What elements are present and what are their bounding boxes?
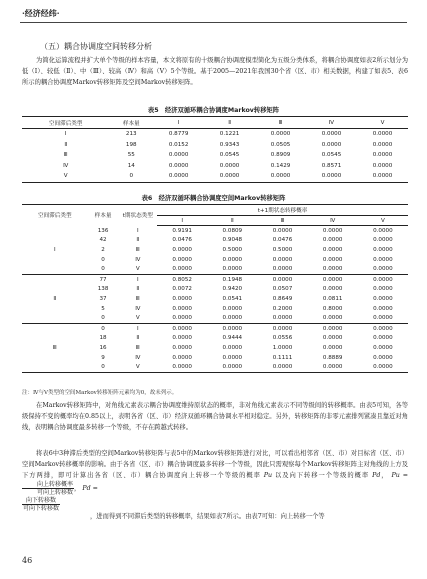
table6-cell: 37 [99, 295, 107, 302]
table5-row [22, 140, 408, 151]
table6-cell: Ⅲ [135, 344, 140, 351]
table6-cell: Ⅳ [135, 354, 141, 361]
table6-cell: 0.0000 [222, 325, 243, 332]
var-pu: Pu [263, 472, 273, 479]
table6-cell: 0.0000 [322, 227, 343, 234]
table6-cell: 0.0000 [172, 256, 192, 263]
table5-header-cell: Ⅴ [357, 117, 408, 129]
table5-row [22, 150, 408, 161]
table6-cell: 0 [88, 264, 119, 274]
table6-row [22, 323, 408, 333]
paragraph-3-text-b: 以及向下转移一个等级的概率 [275, 472, 370, 479]
table6-cell: 0.0000 [222, 354, 243, 361]
table6-cell: 0.0000 [308, 264, 358, 274]
table6-lag-cell: Ⅰ [22, 226, 88, 275]
table6-cell: 0.1111 [272, 354, 293, 361]
table5-cell: 0.0000 [372, 152, 393, 159]
table6-cell: 0.0000 [322, 325, 343, 332]
table5-row [22, 129, 408, 140]
table5-cell: 0.0000 [372, 141, 393, 148]
table6-cell: 0.0000 [222, 256, 243, 263]
table5-cell: 0.0545 [219, 152, 240, 159]
table5-cell: 0.0000 [372, 162, 393, 169]
table6-cell: 0.0000 [373, 256, 393, 263]
table6-cell: 0.0000 [157, 264, 207, 274]
table5-cell: 0.0505 [270, 141, 291, 148]
table6-cell: 0.8649 [272, 295, 293, 302]
table6-cell: Ⅳ [135, 305, 141, 312]
table6-cell: 0.0000 [257, 313, 307, 323]
eq2-fraction-line [22, 497, 60, 512]
header-divider [20, 22, 407, 23]
table5-cell: 0.9343 [219, 141, 240, 148]
table5-cell: 0.0000 [306, 171, 357, 182]
table5-cell: 0.8779 [168, 131, 189, 138]
table6-cell: 0.0556 [272, 335, 293, 342]
table6-cell: 0.0000 [373, 227, 393, 234]
table6-cell: 0.0000 [172, 344, 192, 351]
table6-cell: 0.0000 [207, 362, 257, 372]
table5-row [22, 171, 408, 182]
table6-lag-cell: Ⅲ [22, 323, 88, 372]
table6-cell: Ⅱ [136, 237, 140, 244]
table6-cell: 0.8000 [322, 305, 343, 312]
table6-cell: Ⅳ [135, 256, 141, 263]
table6-cell: 0.0000 [172, 335, 192, 342]
table5-cell: 0.8909 [270, 152, 291, 159]
table6-cell: 0.0000 [172, 354, 192, 361]
var-pd: Pd [372, 472, 381, 479]
table6-cell: 0.0000 [373, 335, 393, 342]
page-number: 46 [22, 556, 33, 565]
table5-cell: 0.0000 [255, 171, 306, 182]
table6-header-lag: 空间滞后类型 [22, 205, 88, 226]
table6-cell: 0.0000 [257, 264, 307, 274]
table6-cell: 0.0000 [373, 286, 393, 293]
table6-cell: 0.0000 [373, 325, 393, 332]
table6-cell: 0.1948 [222, 276, 243, 283]
journal-header: ·经济经纬· [22, 8, 60, 18]
table6-caption: 表6 经济双循环耦合协调度空间Markov转移矩阵 [141, 195, 286, 202]
table5-header-cell: Ⅲ [255, 117, 306, 129]
table6-cell: Ⅴ [118, 264, 157, 274]
table6-cell: 0.0000 [373, 305, 393, 312]
table5-row [22, 161, 408, 172]
table6-cell: 77 [99, 276, 107, 283]
table6-cell: 0.0000 [207, 313, 257, 323]
table6-cell: 1.0000 [272, 344, 293, 351]
table5-cell: 0.0152 [168, 141, 189, 148]
table5-caption: 表5 经济双循环耦合协调度Markov转移矩阵 [147, 107, 280, 114]
table6-cell: 0.0000 [322, 246, 343, 253]
paragraph-3-text-a: 将表6中3种滞后类型的空间Markov转移矩阵与表5中的Markov转移矩阵进行对比，可以看出相邻省（区、市）对目标省（区、市）空间Markov转移概率的影响。由于各省（区、市）耦合协调度最多转移一个等级，因此只需观察每个Markov转移矩阵主对角线的上方及下方两排，即可计算出各省（区、市）耦合协调度向上转移一个等级的概率 [22, 450, 408, 479]
eq1-fraction [22, 481, 74, 496]
section-title: （五）耦合协调度空间转移分析 [40, 42, 152, 51]
table6-cell: 0.8052 [172, 276, 192, 283]
table6 [22, 204, 408, 373]
eq2-lhs: Pd = [82, 485, 98, 492]
table5-cell: 0.0000 [153, 171, 204, 182]
paragraph-2: 在Markov转移矩阵中，对角线元素表示耦合协调度维持原状态的概率，非对角线元素表示不同等级间的转移概率。由表5可知，各等级保持不变的概率均在0.85以上，表明各省（区、市）经济双循环耦合协调水平相对稳定。另外，转移矩阵的非零元素排列紧凑且靠近对角线，表明耦合协调度最多转移一个等级，不存在跨越式转移。 [22, 402, 408, 431]
table5-cell: 0.0000 [204, 171, 255, 182]
table6-cell: 16 [99, 344, 107, 351]
table5-cell: Ⅳ [63, 162, 69, 169]
table6-cell: 0.0000 [322, 237, 343, 244]
table6-cell: 0.5000 [272, 246, 293, 253]
table6-header-state: t期状态类型 [118, 205, 157, 226]
table6-cell: 0.0000 [373, 344, 393, 351]
table6-cell: 0.0000 [172, 325, 192, 332]
table5-header-cell: 样本量 [109, 117, 153, 129]
table6-cell: Ⅴ [118, 313, 157, 323]
table6-cell: 0.0507 [272, 286, 293, 293]
table6-cell: 0 [101, 325, 105, 332]
table6-cell: 138 [97, 286, 109, 293]
table6-cell: 0.0000 [358, 264, 408, 274]
eq2-fraction [22, 497, 60, 512]
table5-cell: 14 [127, 162, 135, 169]
table5 [22, 116, 408, 183]
table6-cell: 0.0000 [322, 344, 343, 351]
table5-cell: 0.0000 [372, 131, 393, 138]
table6-cell: 0.0000 [322, 335, 343, 342]
table6-cell: Ⅰ [136, 276, 139, 283]
eq2-numerator: 向下转移数 [22, 497, 60, 505]
table6-cell: 0.9444 [222, 335, 243, 342]
table6-cell: 42 [99, 237, 107, 244]
table5-cell: Ⅰ [64, 131, 67, 138]
table6-subheader-cell: Ⅲ [257, 216, 307, 226]
table6-cell: Ⅱ [136, 286, 140, 293]
table6-cell: 0 [101, 256, 105, 263]
table6-cell: 0.0000 [322, 276, 343, 283]
table6-cell: 0.0000 [257, 362, 307, 372]
table6-cell: Ⅰ [136, 325, 139, 332]
table5-header-cell: 空间滞后类型 [22, 117, 109, 129]
table6-cell: 0.0000 [358, 313, 408, 323]
table5-cell: 0.1221 [219, 131, 240, 138]
table6-cell: 0.0000 [222, 305, 243, 312]
table5-header-cell: Ⅰ [153, 117, 204, 129]
eq1-denominator: 可向上转移数 [37, 489, 74, 496]
table6-row [22, 226, 408, 236]
table6-subheader-cell: Ⅰ [157, 216, 207, 226]
table6-cell: 0.2000 [272, 305, 293, 312]
table6-cell: 0 [88, 362, 119, 372]
table6-cell: Ⅲ [135, 246, 140, 253]
table6-cell: 0 [88, 313, 119, 323]
table6-subheader-cell: Ⅱ [207, 216, 257, 226]
table5-cell: Ⅴ [22, 171, 109, 182]
table6-cell: 0.0000 [172, 246, 192, 253]
table6-body [22, 226, 408, 373]
table5-cell: 0.0545 [321, 152, 342, 159]
table6-subheader-cell: Ⅴ [358, 216, 408, 226]
table6-cell: 0.0000 [373, 237, 393, 244]
paragraph-3: 将表6中3种滞后类型的空间Markov转移矩阵与表5中的Markov转移矩阵进行对比，可以看出相邻省（区、市）对目标省（区、市）空间Markov转移概率的影响。由于各省（区、市）耦合协调度最多转移一个等级，因此只需观察每个Markov转移矩阵主对角线的上方及下方两排，即可计算出各省（区、市）耦合协调度向上转移一个等级的概率 Pu 以及向下转移一个等级的概率 Pd， Pu = $\frac{\text{向上转移概率}}{\text{可向上转移数}}$ ， Pd = [22, 450, 408, 496]
table6-cell: 0.0476 [272, 237, 293, 244]
table5-cell: 0.0000 [357, 171, 408, 182]
table6-cell: 0.0000 [322, 256, 343, 263]
table6-cell: 0.0476 [172, 237, 192, 244]
table5-cell: 0.0000 [219, 162, 240, 169]
table5-cell: 0.0000 [168, 162, 189, 169]
table6-note: 注：Ⅳ与Ⅴ类型的空间Markov转移矩阵元素均为0，故未列示。 [22, 390, 178, 396]
table5-header-row [22, 117, 408, 129]
table5-cell: 213 [125, 131, 137, 138]
table5-body [22, 129, 408, 183]
table6-cell: 0.0000 [272, 276, 293, 283]
table6-cell: 0.0809 [222, 227, 243, 234]
table6-cell: 0.0541 [222, 295, 243, 302]
table5-cell: 0.0000 [321, 141, 342, 148]
table6-cell: 0.0000 [373, 295, 393, 302]
table6-cell: Ⅰ [136, 227, 139, 234]
table5-cell: 0.0000 [270, 131, 291, 138]
eq2-denominator: 可向下转移数 [23, 505, 60, 512]
table5-cell: 55 [127, 152, 135, 159]
table6-cell: 0.0000 [373, 246, 393, 253]
table6-row [22, 274, 408, 284]
table5-cell: 0 [109, 171, 153, 182]
table6-cell: 0.0000 [157, 313, 207, 323]
table6-cell: 0.9420 [222, 286, 243, 293]
table5-cell: 0.8571 [321, 162, 342, 169]
eq1-lhs: Pu = [391, 472, 408, 479]
table6-cell: 5 [101, 305, 105, 312]
table6-cell: 0.0811 [322, 295, 343, 302]
table6-cell: 0.0000 [322, 286, 343, 293]
table5-cell: Ⅲ [63, 152, 68, 159]
table6-cell: 0.8889 [322, 354, 343, 361]
table6-cell: 136 [97, 227, 109, 234]
table6-cell: 0.0000 [172, 295, 192, 302]
table6-cell: 0.0000 [272, 227, 293, 234]
table6-cell: 0.9048 [222, 237, 243, 244]
table6-lag-cell: Ⅱ [22, 274, 88, 323]
table6-cell: 0.5000 [222, 246, 243, 253]
table5-cell: 0.0000 [321, 131, 342, 138]
table6-cell: Ⅲ [135, 295, 140, 302]
table6-cell: 0.0072 [172, 286, 192, 293]
table6-header-prob: t+1期状态转移概率 [157, 205, 408, 216]
table6-cell: 0.0000 [308, 313, 358, 323]
table6-cell: 0.0000 [373, 354, 393, 361]
table6-cell: 2 [101, 246, 105, 253]
table6-cell: 0.9191 [172, 227, 192, 234]
table6-subheader-cell: Ⅳ [308, 216, 358, 226]
table6-cell: 0.0000 [172, 305, 192, 312]
paragraph-1: 为简化运算流程并扩大单个等级的样本容量，本文将原有的十级耦合协调度模型简化为五级分类体系，将耦合协调度如表2所示划分为低（Ⅰ）、较低（Ⅱ）、中（Ⅲ）、较高（Ⅳ）和高（Ⅴ）5个等级。基于2005—2021年我国30个省（区、市）相关数据，构建了如表5、表6所示的耦合协调度Markov转移矩阵及空间Markov转移矩阵。 [22, 57, 408, 86]
table6-cell: 0.0000 [222, 344, 243, 351]
table5-cell: 0.0000 [168, 152, 189, 159]
table5-header-cell: Ⅱ [204, 117, 255, 129]
table6-header-sample: 样本量 [88, 205, 119, 226]
table6-cell: 0.0000 [358, 362, 408, 372]
table5-header-cell: Ⅳ [306, 117, 357, 129]
eq1-numerator: 向上转移概率 [22, 481, 74, 489]
table6-cell: 0.0000 [308, 362, 358, 372]
table6-cell: 18 [99, 335, 107, 342]
table6-cell: Ⅴ [118, 362, 157, 372]
table6-cell: 0.0000 [373, 276, 393, 283]
table6-header-row [22, 205, 408, 216]
table5-cell: 198 [125, 141, 137, 148]
table5-cell: Ⅱ [64, 141, 68, 148]
table6-cell: 0.0000 [157, 362, 207, 372]
table6-cell: 0.0000 [272, 256, 293, 263]
table5-cell: 0.1429 [270, 162, 291, 169]
table6-cell: Ⅱ [136, 335, 140, 342]
table6-cell: 9 [101, 354, 105, 361]
paragraph-4: ，进而得到不同滞后类型的转移概率，结果如表7所示。由表7可知：向上转移一个等 [90, 513, 325, 520]
table6-cell: 0.0000 [207, 264, 257, 274]
table6-cell: 0.0000 [272, 325, 293, 332]
